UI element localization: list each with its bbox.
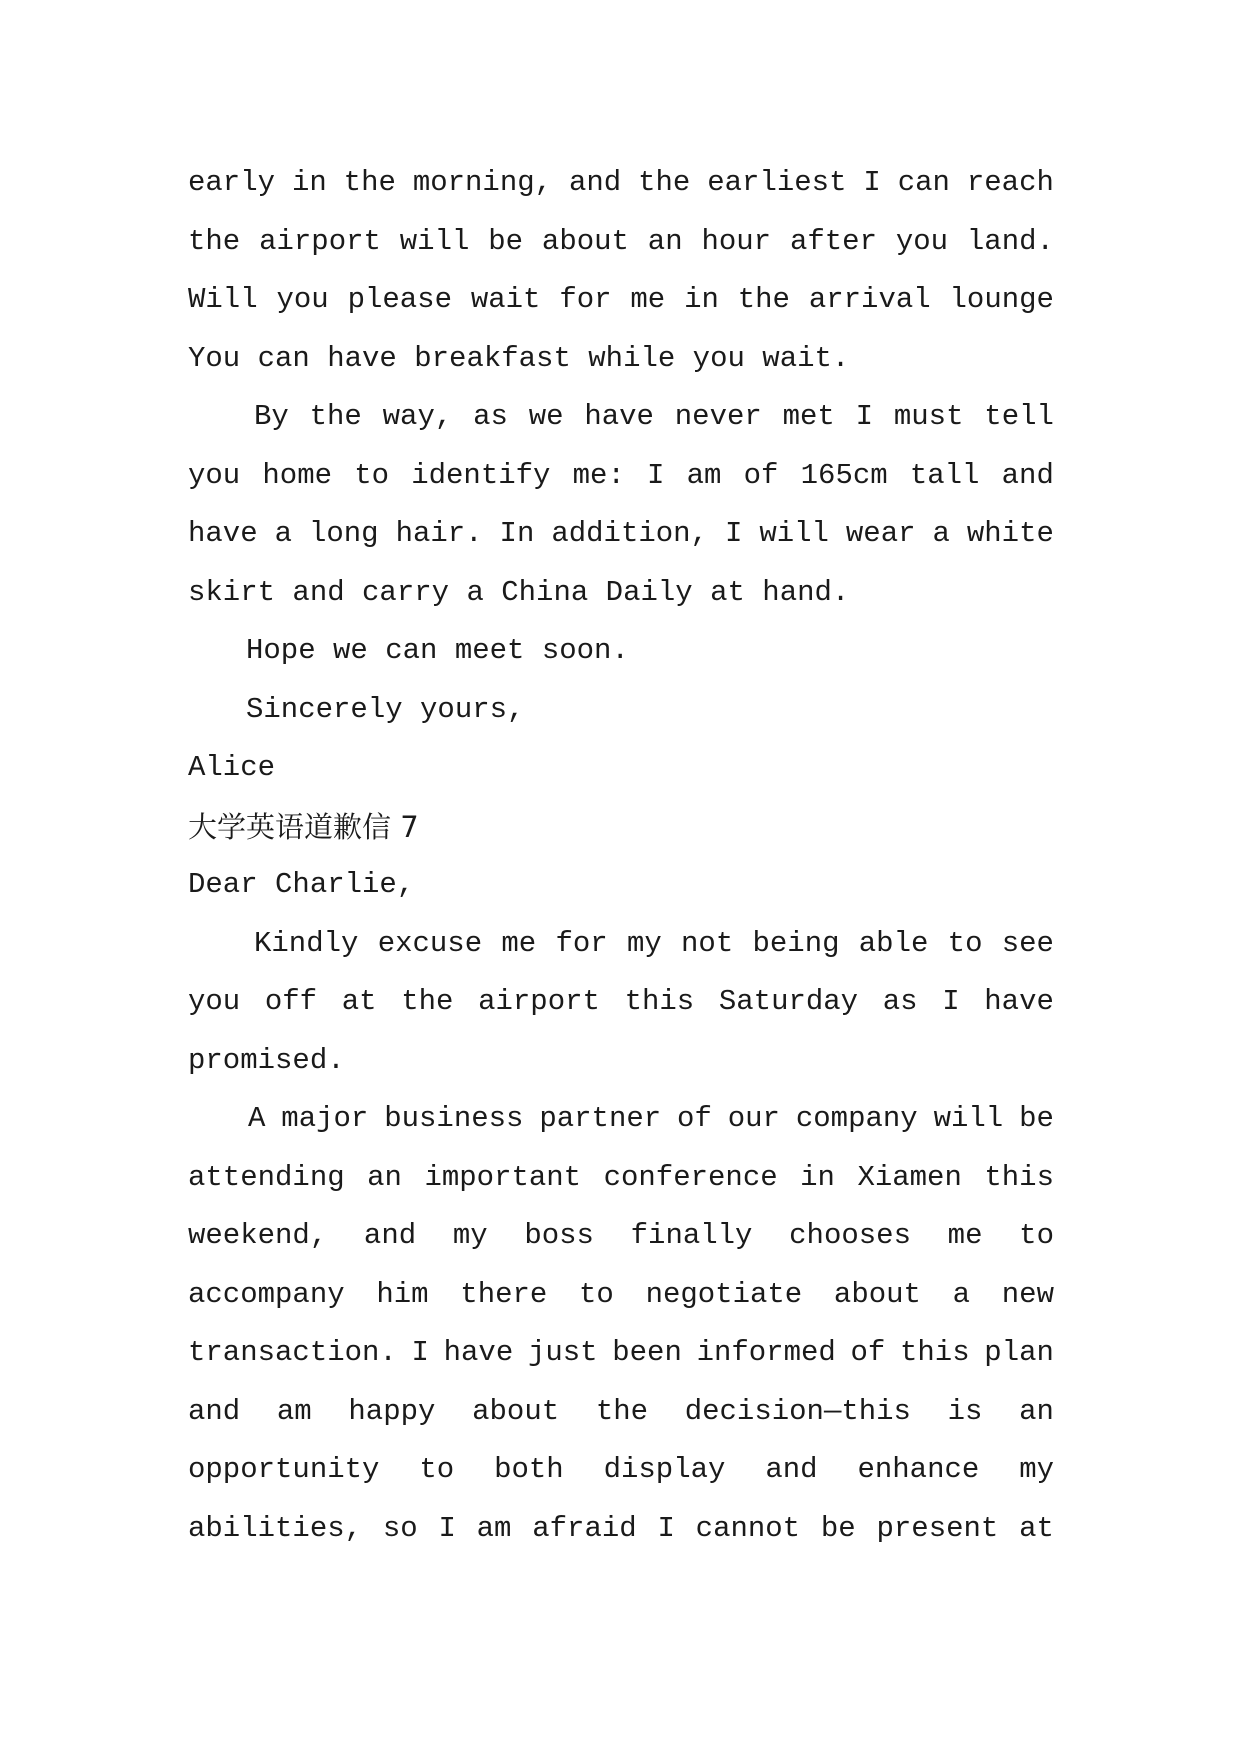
word: transaction.: [188, 1336, 397, 1369]
word: tall: [909, 458, 980, 492]
word: you: [188, 985, 241, 1018]
word: airport: [259, 224, 381, 258]
word: decision—this: [684, 1394, 911, 1428]
word: this: [984, 1160, 1054, 1194]
word: at: [1019, 1511, 1054, 1545]
word: must: [893, 400, 964, 433]
word: an: [1019, 1394, 1054, 1428]
word: Saturday: [718, 985, 859, 1018]
word: being: [752, 926, 840, 960]
text-line: [188, 1383, 1054, 1442]
word: and: [188, 1394, 241, 1428]
word: I: [942, 985, 960, 1018]
word: to: [354, 458, 390, 492]
word: way,: [382, 400, 453, 433]
word: informed: [696, 1336, 836, 1369]
word: afraid: [532, 1511, 637, 1545]
word: me:: [572, 458, 625, 492]
word: early: [188, 166, 276, 199]
word: so: [382, 1511, 418, 1545]
word: I: [863, 166, 881, 199]
word: land.: [966, 224, 1054, 258]
word: partner: [539, 1102, 662, 1135]
word: plan: [984, 1336, 1054, 1369]
word: of: [850, 1336, 886, 1369]
word: you: [895, 224, 949, 258]
word: opportunity: [188, 1453, 380, 1486]
word: Kindly: [254, 926, 359, 960]
word: negotiate: [645, 1277, 803, 1311]
word: am: [686, 458, 722, 492]
text-line: [188, 1441, 1054, 1500]
word: wait: [470, 283, 541, 316]
word: morning,: [412, 166, 553, 199]
word: company: [795, 1102, 918, 1135]
word: the: [737, 283, 790, 316]
word: for: [559, 283, 612, 316]
text-line: You can have breakfast while you wait.: [188, 341, 850, 375]
word: just: [527, 1336, 598, 1369]
word: of: [677, 1102, 712, 1135]
word: this: [624, 985, 695, 1018]
word: please: [347, 283, 452, 316]
word: will: [399, 224, 470, 258]
word: an: [367, 1160, 402, 1194]
word: chooses: [789, 1219, 911, 1252]
word: the: [188, 224, 241, 258]
word: after: [789, 224, 877, 258]
word: wear: [845, 517, 916, 550]
word: and: [568, 166, 622, 199]
word: able: [858, 926, 929, 960]
text-line: [188, 1207, 1054, 1266]
word: a: [274, 517, 292, 550]
word: an: [647, 224, 683, 258]
word: about: [541, 224, 629, 258]
paragraph-start-line: [188, 1090, 1054, 1149]
word: at: [341, 985, 377, 1018]
word: off: [264, 985, 318, 1018]
word: home: [262, 458, 333, 492]
word: the: [638, 166, 691, 199]
word: be: [1019, 1102, 1054, 1135]
word: be: [820, 1511, 856, 1545]
word: lounge: [949, 283, 1054, 316]
word: for: [555, 926, 608, 960]
word: to: [419, 1453, 455, 1486]
word: in: [684, 283, 719, 316]
word: accompany: [188, 1277, 345, 1311]
word: and: [1001, 458, 1054, 492]
word: him: [376, 1277, 429, 1311]
word: is: [947, 1394, 983, 1428]
word: weekend,: [188, 1219, 328, 1252]
word: in: [291, 166, 327, 199]
word: arrival: [808, 283, 931, 316]
text-line: skirt and carry a China Daily at hand.: [188, 575, 850, 609]
word: been: [612, 1336, 682, 1369]
word: conference: [603, 1160, 778, 1194]
paragraph-start-line: [188, 388, 1054, 447]
salutation-line: Dear Charlie,: [188, 868, 415, 901]
word: have: [984, 985, 1054, 1018]
signature-name: Alice: [188, 751, 276, 784]
word: I: [855, 400, 874, 433]
word: me: [501, 926, 537, 960]
word: tell: [984, 400, 1054, 433]
text-line: [188, 154, 1054, 213]
text-line: [188, 1266, 1054, 1325]
word: have: [188, 517, 258, 550]
word: about: [472, 1394, 560, 1428]
word: major: [281, 1102, 369, 1135]
text-line: [188, 1324, 1054, 1383]
word: excuse: [377, 926, 483, 960]
word: can: [897, 166, 950, 199]
word: me: [630, 283, 666, 316]
word: as: [882, 985, 918, 1018]
word: In: [499, 517, 535, 550]
word: reach: [966, 166, 1054, 199]
word: I: [647, 458, 665, 492]
word: cannot: [695, 1511, 801, 1545]
text-line: [188, 505, 1054, 564]
word: Xiamen: [857, 1160, 962, 1194]
word: earliest: [707, 166, 847, 199]
word: hour: [701, 224, 772, 258]
word: to: [579, 1277, 614, 1311]
word: you: [188, 458, 241, 492]
word: business: [384, 1102, 524, 1135]
word: have: [584, 400, 654, 433]
paragraph-start-line: [188, 915, 1054, 974]
word: 165cm: [800, 458, 888, 492]
word: attending: [188, 1160, 345, 1194]
word: to: [1019, 1219, 1054, 1252]
word: important: [424, 1160, 582, 1194]
word: the: [595, 1394, 649, 1428]
word: Will: [188, 283, 258, 316]
word: not: [681, 926, 734, 960]
text-line: [188, 447, 1054, 506]
word: By: [254, 400, 289, 433]
word: and: [765, 1453, 818, 1486]
word: both: [494, 1453, 564, 1486]
word: airport: [478, 985, 600, 1018]
word: our: [727, 1102, 780, 1135]
text-line: [188, 1500, 1054, 1559]
word: enhance: [857, 1453, 980, 1486]
word: abilities,: [188, 1511, 363, 1545]
word: to: [947, 926, 983, 960]
word: will: [759, 517, 829, 550]
word: identify: [411, 458, 551, 492]
letter-body: [188, 154, 1054, 1558]
word: a: [952, 1277, 971, 1311]
word: I: [724, 517, 743, 550]
word: of: [743, 458, 779, 492]
word: be: [488, 224, 524, 258]
word: you: [276, 283, 329, 316]
word: this: [899, 1336, 970, 1369]
word: boss: [524, 1219, 594, 1252]
text-line: [188, 213, 1054, 272]
word: and: [363, 1219, 417, 1252]
word: white: [966, 517, 1054, 550]
word: happy: [348, 1394, 436, 1428]
word: never: [674, 400, 762, 433]
word: present: [876, 1511, 999, 1545]
word: we: [528, 400, 564, 433]
word: my: [1019, 1453, 1054, 1486]
word: display: [603, 1453, 726, 1486]
word: I: [438, 1511, 456, 1545]
word: a: [932, 517, 950, 550]
word: about: [833, 1277, 921, 1311]
signoff-line: Sincerely yours,: [246, 692, 525, 726]
word: I: [657, 1511, 675, 1545]
text-line: [188, 1149, 1054, 1208]
word: met: [782, 400, 835, 433]
word: hair.: [395, 517, 483, 550]
word: will: [933, 1102, 1004, 1135]
text-line: [188, 973, 1054, 1032]
word: as: [473, 400, 508, 433]
word: long: [308, 517, 379, 550]
section-heading: 大学英语道歉信 7: [188, 809, 419, 844]
word: my: [452, 1219, 488, 1252]
closing-line: Hope we can meet soon.: [246, 634, 629, 667]
word: the: [343, 166, 396, 199]
word: addition,: [551, 517, 708, 550]
word: in: [800, 1160, 835, 1194]
word: see: [1001, 926, 1054, 960]
word: the: [309, 400, 362, 433]
word: new: [1001, 1277, 1054, 1311]
word: am: [276, 1394, 312, 1428]
word: there: [460, 1277, 548, 1311]
word: me: [947, 1219, 983, 1252]
word: A: [248, 1102, 266, 1135]
word: my: [626, 926, 662, 960]
text-line: promised.: [188, 1043, 345, 1077]
word: the: [401, 985, 454, 1018]
word: have: [443, 1336, 514, 1369]
text-line: [188, 271, 1054, 330]
word: I: [411, 1336, 429, 1369]
word: am: [476, 1511, 512, 1545]
word: finally: [630, 1219, 753, 1252]
